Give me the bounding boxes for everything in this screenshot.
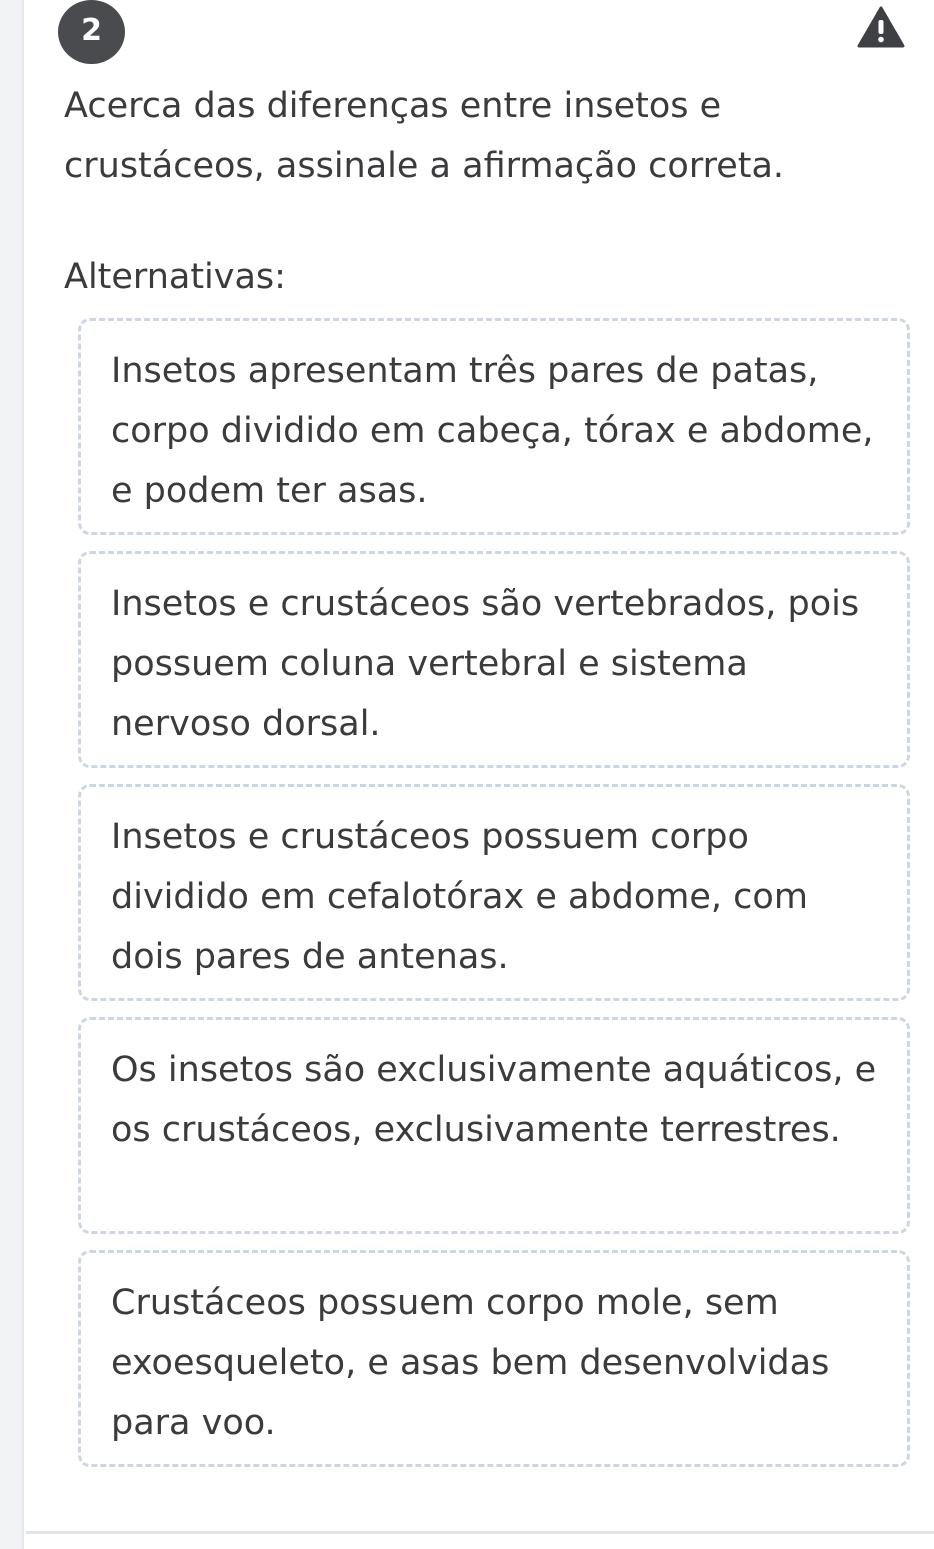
alternatives-label: Alternativas: bbox=[64, 257, 286, 297]
left-rail bbox=[0, 0, 24, 1549]
alternative-option-2[interactable] bbox=[78, 551, 910, 768]
alternative-option-5[interactable] bbox=[78, 1250, 910, 1467]
alternative-option-3[interactable] bbox=[78, 784, 910, 1001]
alternative-text: Insetos e crustáceos são vertebrados, pois possuem coluna vertebral e sistema nervoso dorsal. bbox=[111, 584, 860, 744]
alternative-option-4[interactable] bbox=[78, 1017, 910, 1234]
alternative-text: Insetos e crustáceos possuem corpo dividido em cefalotórax e abdome, com dois pares de antenas. bbox=[111, 817, 808, 977]
question-statement: Acerca das diferenças entre insetos e crustáceos, assinale a afirmação correta. bbox=[64, 86, 785, 186]
alternatives-list bbox=[78, 318, 910, 1483]
bottom-divider bbox=[26, 1531, 934, 1534]
alternative-text: Os insetos são exclusivamente aquáticos, e os crustáceos, exclusivamente terrestres. bbox=[111, 1050, 877, 1150]
alternative-text: Insetos apresentam três pares de patas, corpo dividido em cabeça, tórax e abdome, e podem ter asas. bbox=[111, 351, 874, 511]
question-number-badge bbox=[58, 0, 125, 64]
alternative-text: Crustáceos possuem corpo mole, sem exoesqueleto, e asas bem desenvolvidas para voo. bbox=[111, 1283, 830, 1443]
warning-triangle-icon[interactable] bbox=[857, 6, 905, 48]
question-number: 2 bbox=[81, 12, 102, 48]
alternative-option-1[interactable] bbox=[78, 318, 910, 535]
